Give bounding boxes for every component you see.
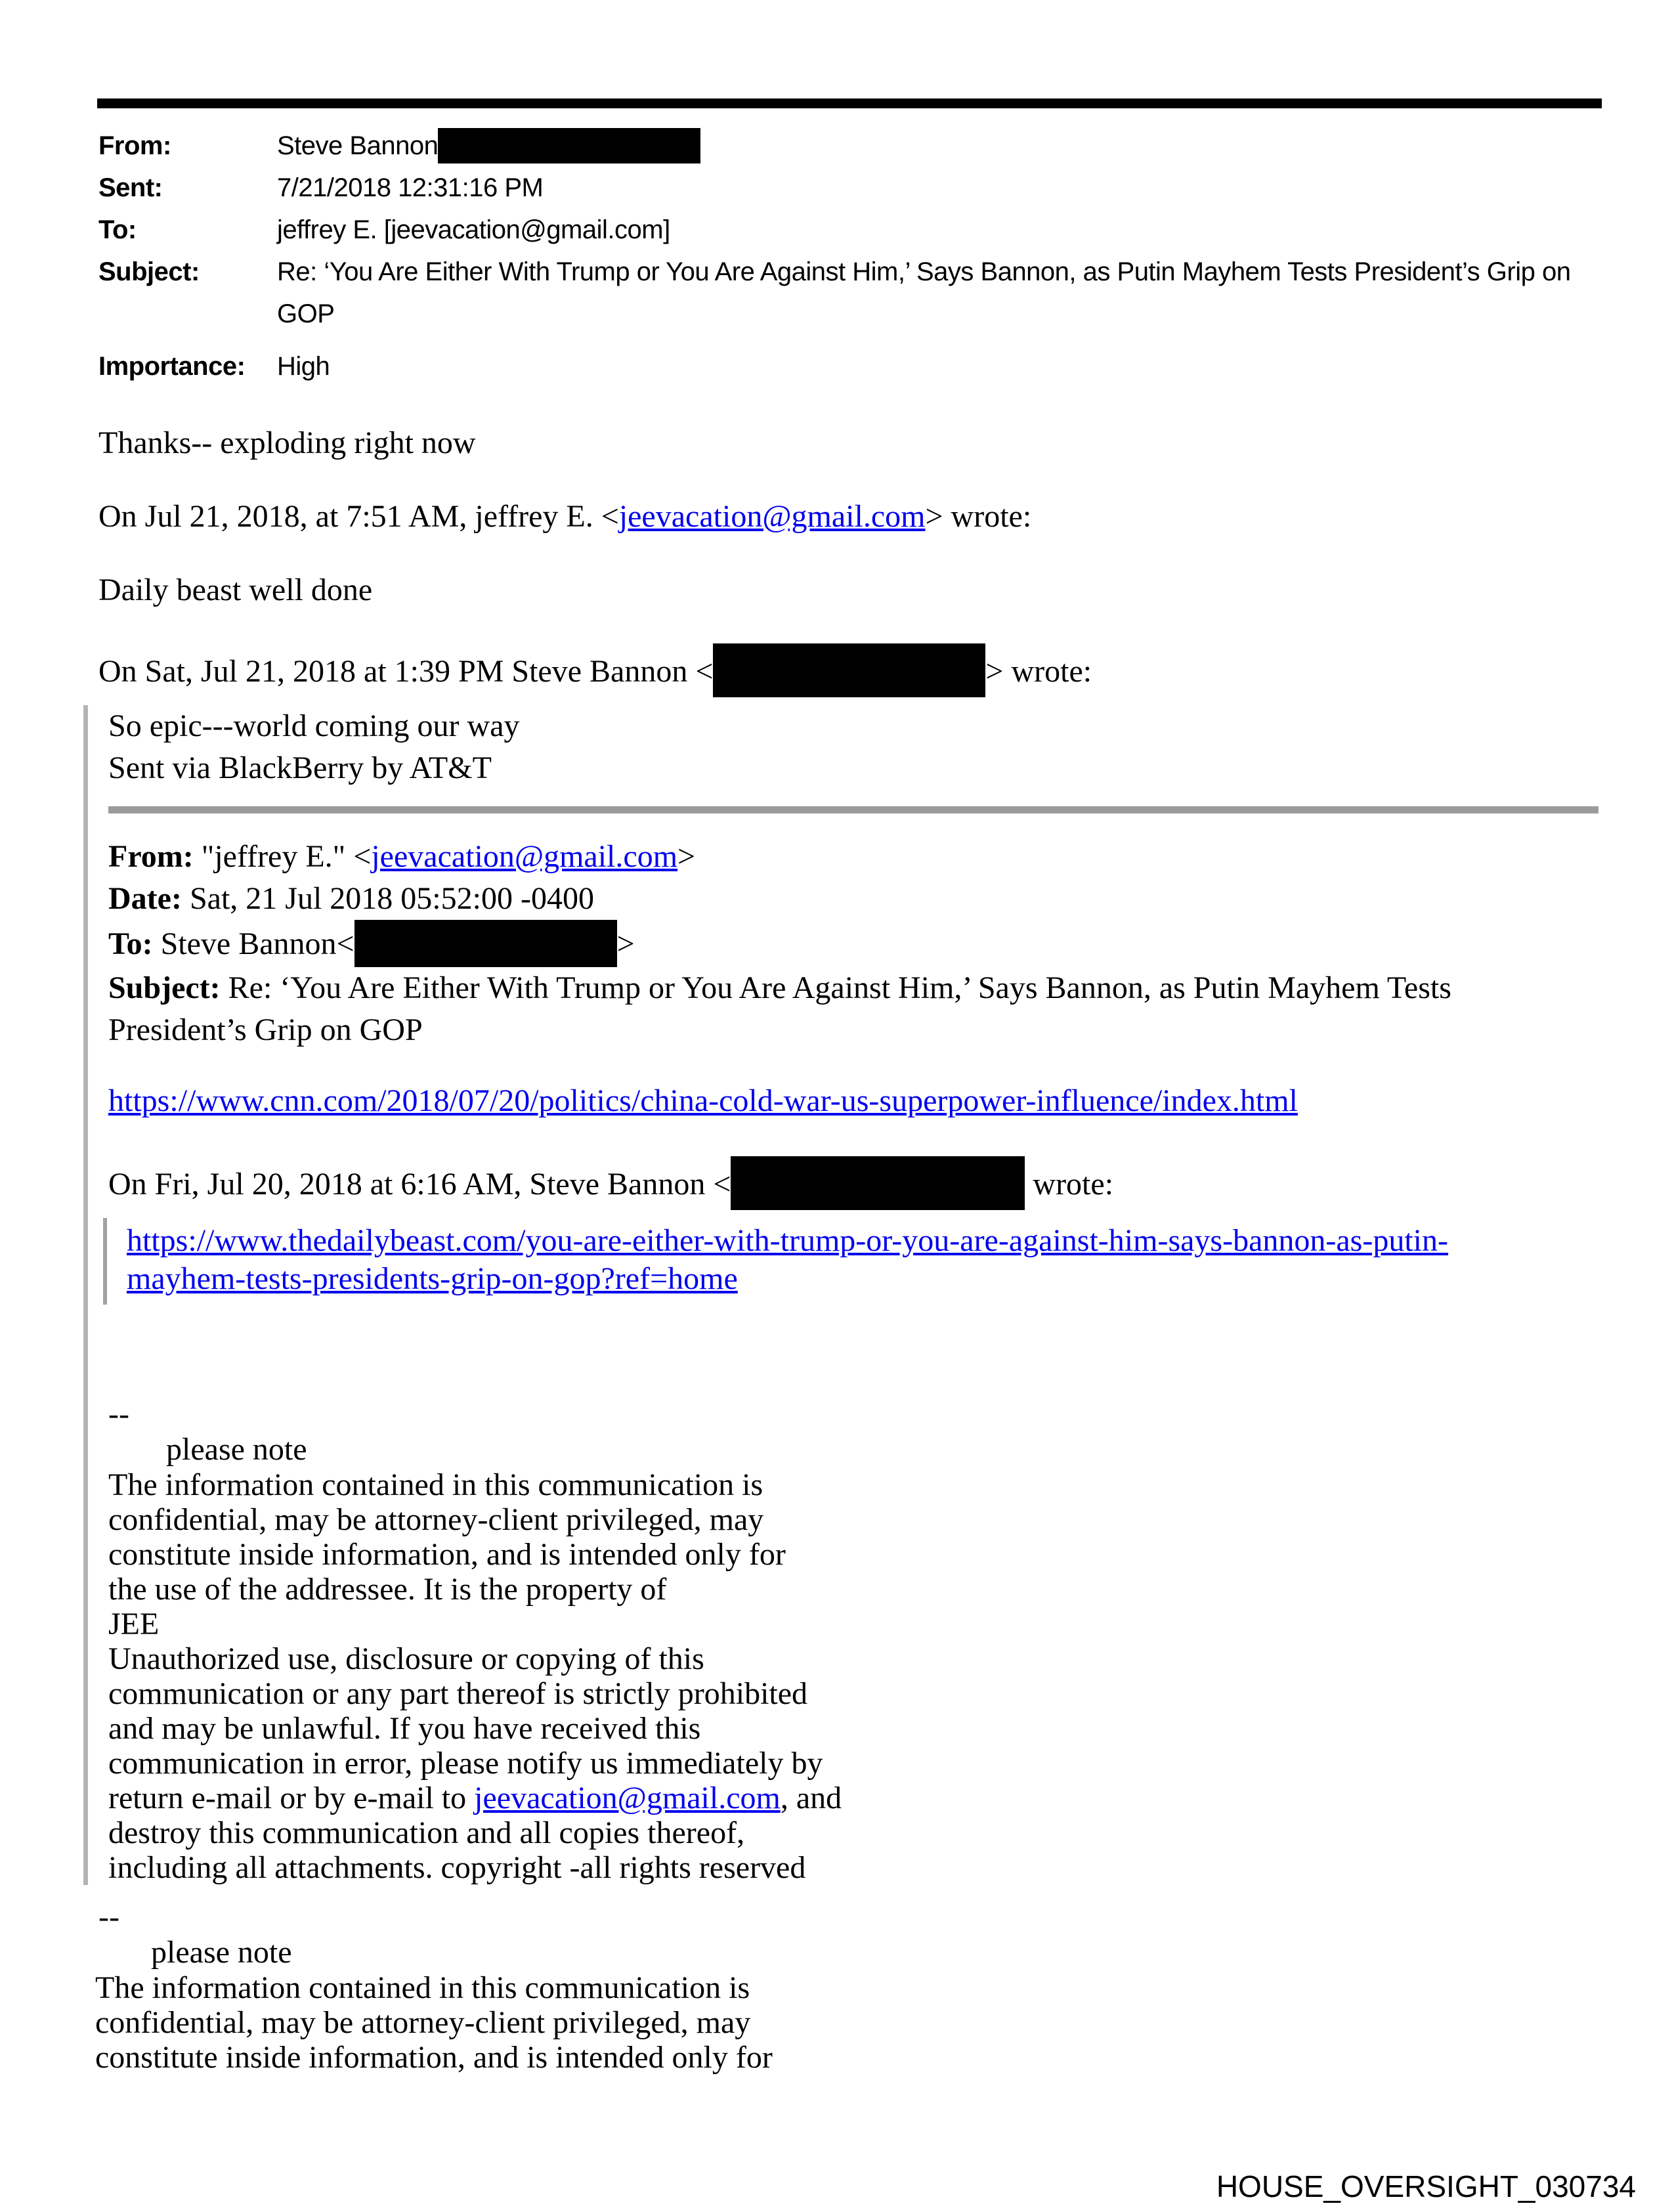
disclaimer-line: and may be unlawful. If you have received this bbox=[108, 1711, 701, 1746]
disclaimer-block bbox=[108, 1467, 1635, 1885]
importance-value: High bbox=[277, 352, 330, 381]
embedded-date-row bbox=[108, 878, 1635, 920]
email-link[interactable]: jeevacation@gmail.com bbox=[371, 839, 678, 874]
disclaimer-line: The information contained in this communication is bbox=[95, 1970, 750, 2005]
disclaimer-line: JEE bbox=[108, 1607, 160, 1641]
attribution-suffix: > wrote: bbox=[985, 654, 1092, 689]
quote-line-2: Sent via BlackBerry by AT&T bbox=[108, 750, 492, 785]
nested-quoted-message bbox=[103, 1218, 1635, 1305]
disclaimer-line: confidential, may be attorney-client privileged, may bbox=[108, 1502, 764, 1537]
top-rule bbox=[97, 98, 1602, 108]
header-row-importance bbox=[98, 345, 1635, 387]
header-row-to bbox=[98, 209, 1635, 251]
email-body bbox=[95, 423, 1635, 2075]
header-spacer bbox=[98, 335, 1635, 345]
embedded-to-row bbox=[108, 920, 1635, 967]
disclaimer-line: The information contained in this communication is bbox=[108, 1467, 763, 1502]
disclaimer-line: confidential, may be attorney-client privileged, may bbox=[95, 2005, 751, 2040]
embedded-to-prefix: Steve Bannon< bbox=[160, 926, 354, 961]
attribution-prefix: On Jul 21, 2018, at 7:51 AM, jeffrey E. < bbox=[98, 499, 619, 534]
quoted-message bbox=[83, 705, 1635, 1885]
redaction-bar bbox=[438, 128, 700, 163]
cnn-link-line bbox=[108, 1080, 1635, 1122]
redaction-bar bbox=[354, 920, 617, 967]
dailybeast-link-line-2: mayhem-tests-presidents-grip-on-gop?ref=home bbox=[127, 1261, 738, 1296]
disclaimer-line: Unauthorized use, disclosure or copying of this bbox=[108, 1641, 704, 1676]
redaction-bar bbox=[713, 643, 985, 697]
attribution-jul21 bbox=[98, 496, 1635, 537]
disclaimer-email-prefix: return e-mail or by e-mail to bbox=[108, 1781, 475, 1815]
attribution-prefix: On Sat, Jul 21, 2018 at 1:39 PM Steve Bannon < bbox=[98, 654, 714, 689]
embedded-date-value: Sat, 21 Jul 2018 05:52:00 -0400 bbox=[189, 881, 594, 916]
embedded-subject-line-2: President’s Grip on GOP bbox=[108, 1012, 423, 1047]
dailybeast-link-line-1: https://www.thedailybeast.com/you-are-either-with-trump-or-you-are-against-him-says-bannon-as-putin- bbox=[127, 1223, 1448, 1258]
disclaimer-email-suffix: , and bbox=[780, 1781, 842, 1815]
comment-line: Daily beast well done bbox=[98, 573, 373, 607]
disclaimer-line: constitute inside information, and is intended only for bbox=[95, 2040, 773, 2075]
disclaimer-line: including all attachments. copyright -all rights reserved bbox=[108, 1850, 806, 1885]
attribution-prefix: On Fri, Jul 20, 2018 at 6:16 AM, Steve Bannon < bbox=[108, 1167, 731, 1202]
disclaimer-line: the use of the addressee. It is the property of bbox=[108, 1572, 667, 1607]
signature-separator: -- bbox=[98, 1899, 119, 1934]
embedded-from-label: From: bbox=[108, 839, 194, 874]
header-row-from bbox=[98, 125, 1635, 167]
embedded-subject-row bbox=[108, 967, 1635, 1009]
signature-note: please note bbox=[166, 1432, 307, 1467]
reply-text: Thanks-- exploding right now bbox=[98, 425, 476, 460]
from-value bbox=[277, 125, 1635, 167]
signature-separator: -- bbox=[108, 1397, 129, 1431]
embedded-to-suffix: > bbox=[616, 926, 635, 961]
redaction-bar bbox=[731, 1156, 1025, 1210]
embedded-to-label: To: bbox=[108, 926, 153, 961]
cnn-article-link[interactable]: https://www.cnn.com/2018/07/20/politics/china-cold-war-us-superpower-influence/index.html bbox=[108, 1083, 1298, 1118]
embedded-date-label: Date: bbox=[108, 881, 182, 916]
header-row-subject bbox=[98, 251, 1635, 335]
signature-note: please note bbox=[151, 1935, 292, 1970]
from-name: Steve Bannon bbox=[277, 131, 439, 160]
email-content bbox=[95, 125, 1635, 2075]
attribution-sat bbox=[98, 643, 1635, 697]
attribution-suffix: wrote: bbox=[1025, 1167, 1114, 1202]
to-value: jeffrey E. [jeevacation@gmail.com] bbox=[277, 215, 670, 244]
disclaimer-email-line bbox=[108, 1781, 1635, 1815]
disclaimer-line: destroy this communication and all copies thereof, bbox=[108, 1815, 745, 1850]
quote-line-1: So epic---world coming our way bbox=[108, 708, 520, 743]
disclaimer-line: communication or any part thereof is strictly prohibited bbox=[108, 1676, 808, 1711]
to-label: To: bbox=[98, 215, 137, 244]
sent-value: 7/21/2018 12:31:16 PM bbox=[277, 173, 544, 202]
embedded-subject-line-1: Re: ‘You Are Either With Trump or You Are Against Him,’ Says Bannon, as Putin Mayhem Tests bbox=[228, 970, 1451, 1005]
attribution-suffix: > wrote: bbox=[925, 499, 1032, 534]
message-header bbox=[98, 125, 1635, 387]
embedded-message-header bbox=[108, 836, 1635, 1051]
embedded-from-prefix: "jeffrey E." < bbox=[201, 839, 372, 874]
disclaimer-line: constitute inside information, and is intended only for bbox=[108, 1537, 786, 1572]
bates-number: HOUSE_OVERSIGHT_030734 bbox=[1216, 2169, 1636, 2203]
sent-label: Sent: bbox=[98, 173, 163, 202]
subject-line-2: GOP bbox=[277, 299, 335, 328]
embedded-from-row bbox=[108, 836, 1635, 878]
subject-label: Subject: bbox=[98, 257, 200, 286]
section-divider bbox=[108, 806, 1599, 813]
subject-value bbox=[277, 251, 1635, 335]
subject-line-1: Re: ‘You Are Either With Trump or You Are Against Him,’ Says Bannon, as Putin Mayhem Tests President’s Grip on bbox=[277, 257, 1571, 286]
attribution-fri bbox=[108, 1156, 1635, 1210]
embedded-subject-label: Subject: bbox=[108, 970, 221, 1005]
email-link[interactable]: jeevacation@gmail.com bbox=[618, 499, 926, 534]
from-label: From: bbox=[98, 131, 171, 160]
embedded-from-suffix: > bbox=[677, 839, 696, 874]
dailybeast-article-link[interactable] bbox=[127, 1223, 1448, 1296]
importance-label: Importance: bbox=[98, 352, 246, 381]
disclaimer-block-2 bbox=[95, 1970, 1635, 2075]
header-row-sent bbox=[98, 167, 1635, 209]
disclaimer-line: communication in error, please notify us immediately by bbox=[108, 1746, 823, 1781]
email-link[interactable]: jeevacation@gmail.com bbox=[474, 1781, 781, 1815]
